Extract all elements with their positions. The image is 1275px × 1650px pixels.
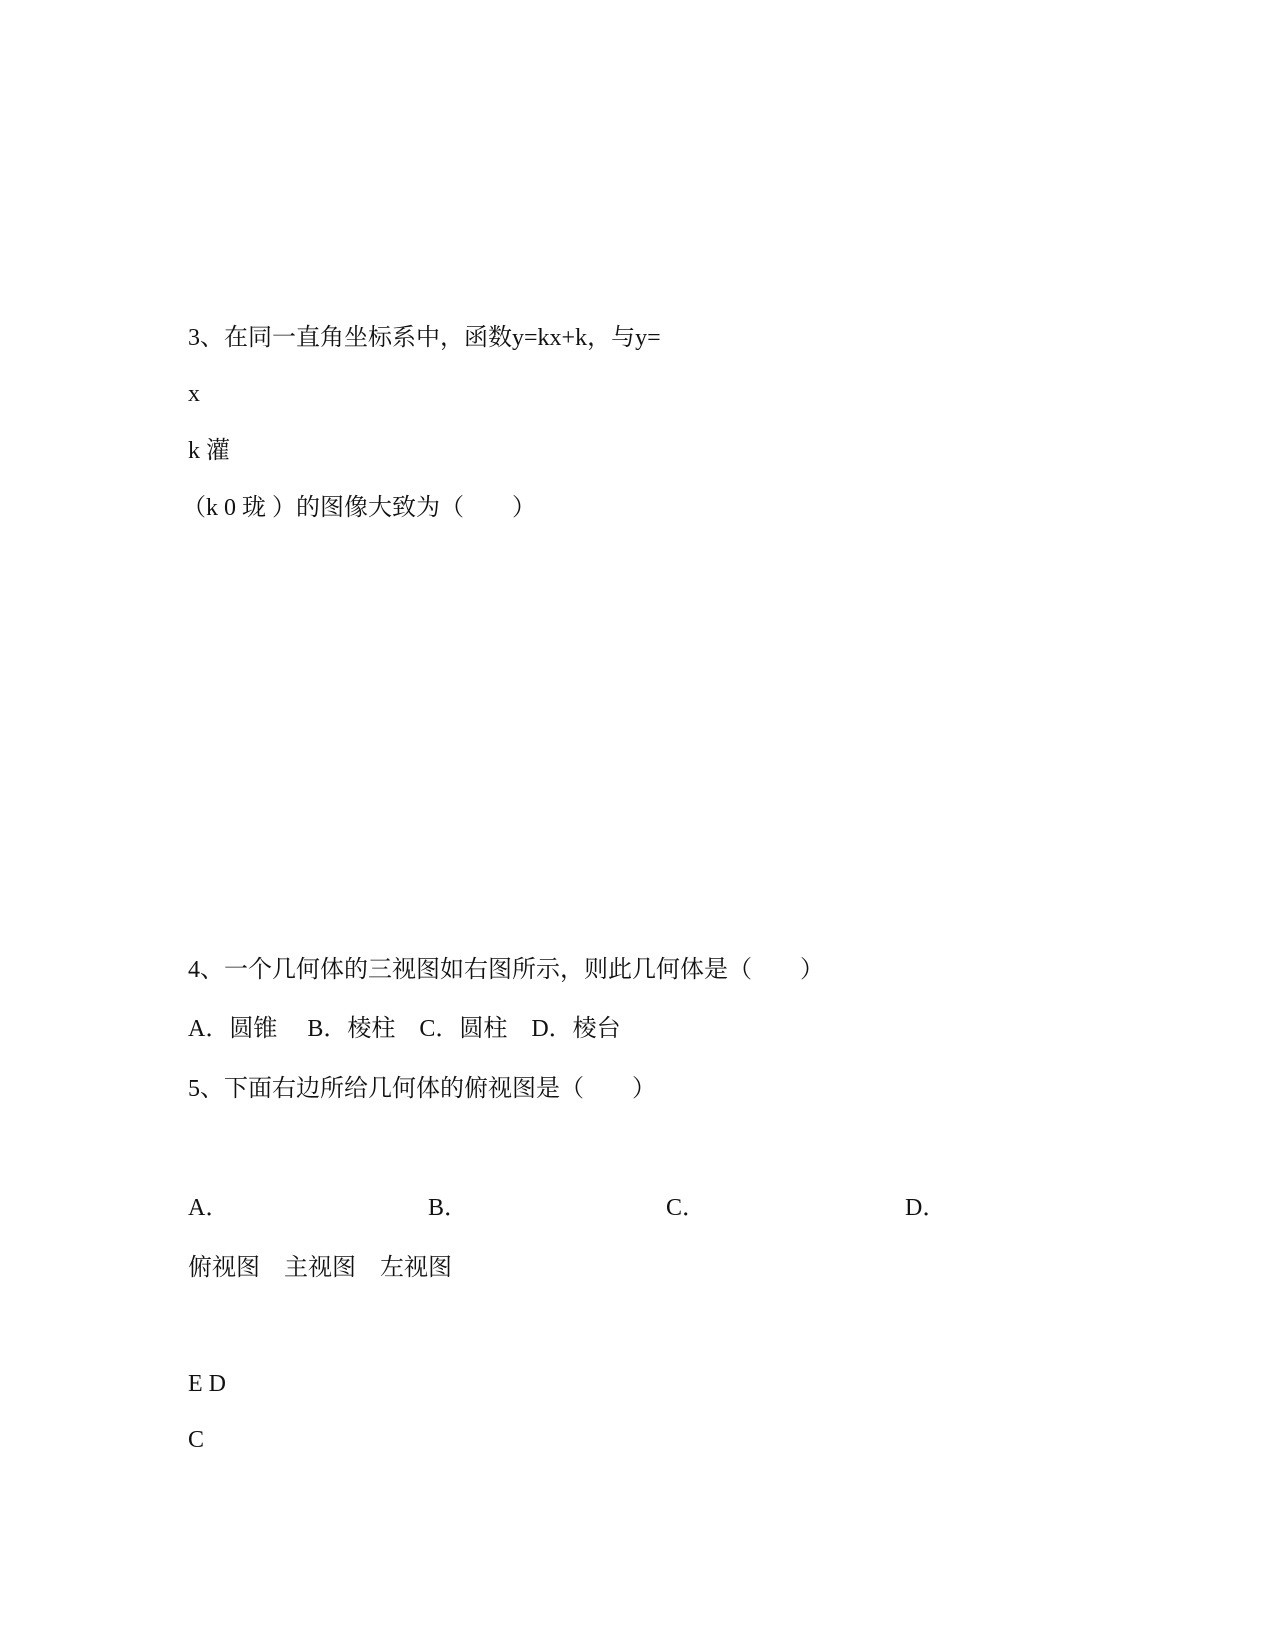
q3-line-3: k 灌 bbox=[188, 438, 230, 464]
q5-option-c: C． bbox=[666, 1195, 707, 1221]
q4-stem: 4、一个几何体的三视图如右图所示，则此几何体是（ ） bbox=[188, 957, 824, 983]
three-view-labels: 俯视图 主视图 左视图 bbox=[188, 1255, 452, 1281]
q5-stem: 5、下面右边所给几何体的俯视图是（ ） bbox=[188, 1076, 656, 1102]
q5-option-d: D． bbox=[905, 1195, 947, 1221]
q4-options: A．圆锥 B．棱柱 C．圆柱 D．棱台 bbox=[188, 1016, 621, 1042]
q5-option-b: B． bbox=[428, 1195, 469, 1221]
figure-label-c: C bbox=[188, 1427, 205, 1453]
q3-line-2: x bbox=[188, 381, 200, 407]
q3-line-1: 3、在同一直角坐标系中，函数y=kx+k，与y= bbox=[188, 325, 661, 351]
figure-label-ed: E D bbox=[188, 1371, 226, 1397]
q3-line-4: （k 0 珑 ）的图像大致为（ ） bbox=[182, 495, 536, 521]
q5-option-a: A． bbox=[188, 1195, 230, 1221]
